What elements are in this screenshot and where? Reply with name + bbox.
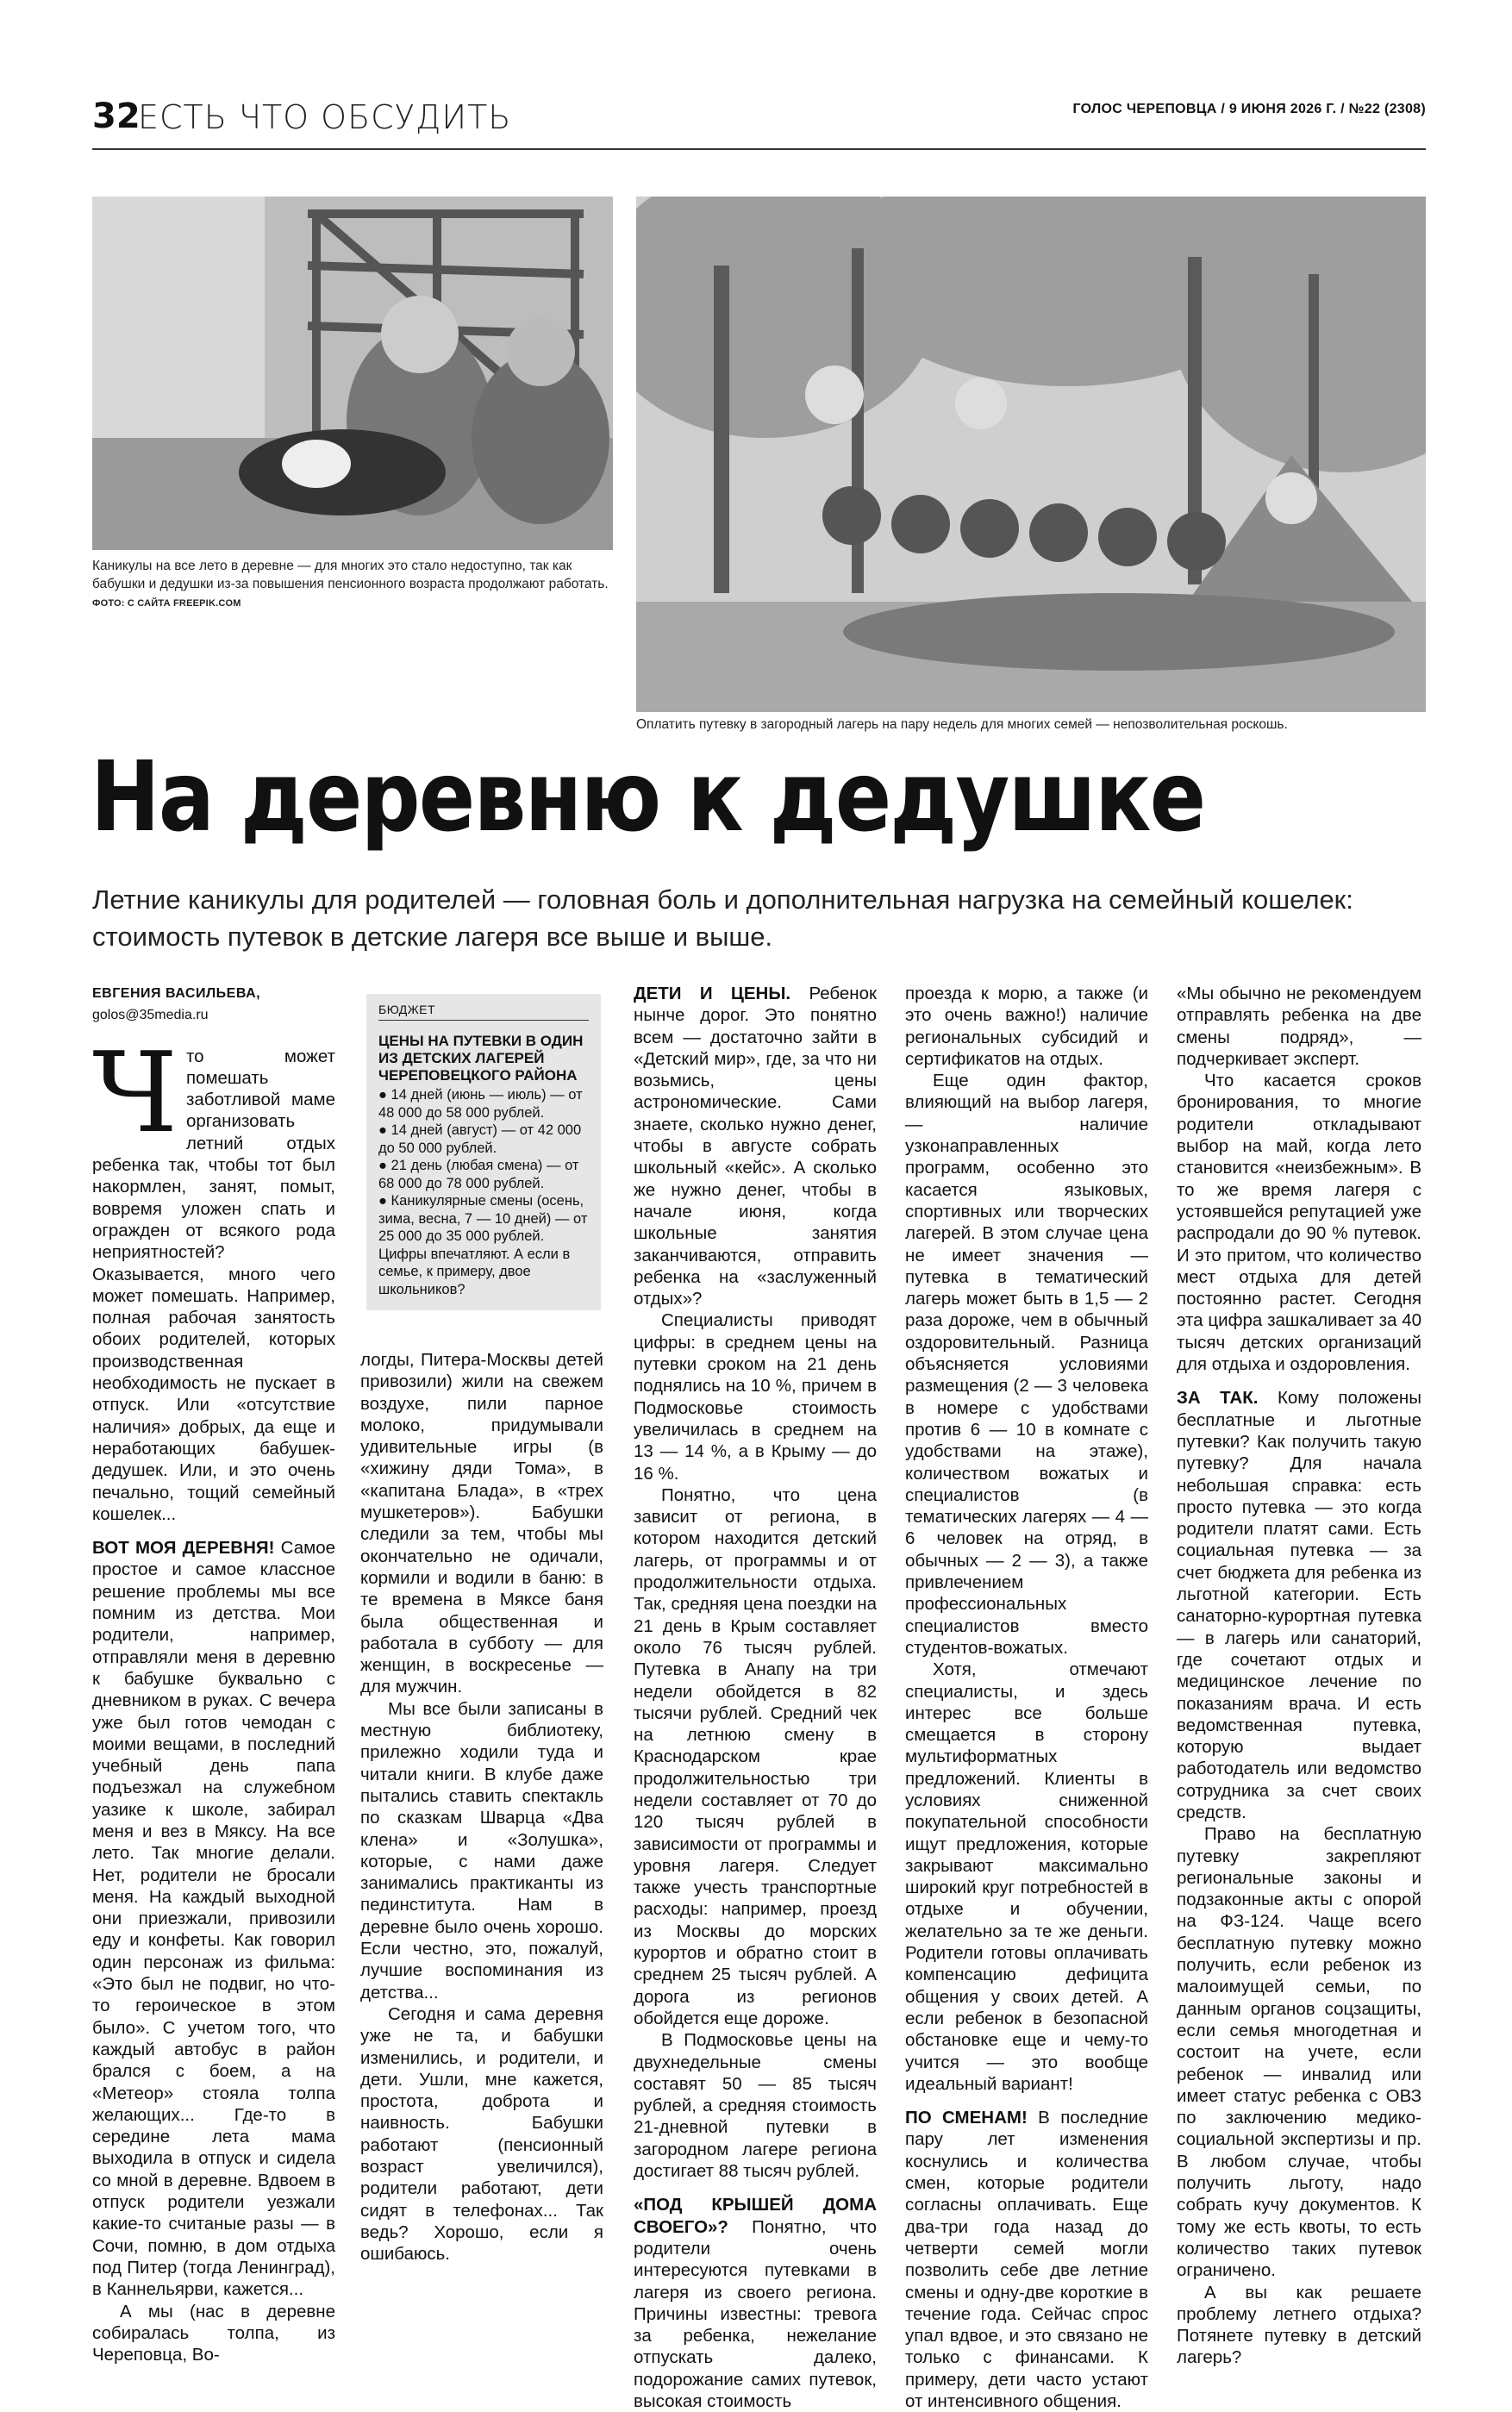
column-3 [634,983,877,2412]
col3-paragraph-4: В Подмосковье цены на двухнедельные смены составят 50 — 85 тысяч рублей, а средняя стоимость 21-дневной путевки в загородном лагере региона достигает 88 тысяч рублей. [634,2030,877,2182]
page-number: 32 [92,97,141,136]
photo-children-at-camp [636,197,1426,712]
subheading-za-tak: ЗА ТАК. [1177,1388,1259,1409]
col5-paragraph-1: «Мы обычно не рекомендуем отправлять ребенка на две смены подряд», — подчеркивает эксперт. [1177,984,1421,1069]
photo-children-with-dog [92,197,613,550]
header-rule [92,148,1426,150]
col2-paragraph-1: логды, Питера-Москвы детей привозили) жили на свежем воздухе, пили парное молоко, придумывали удивительные игры (в «хижину дяди Тома», в «капитана Блада», в «трех мушкетеров»). Бабушки следили за тем, чтобы мы окончательно не одичали, кормили и водили в баню: в те времена в Мяксе баня была общественная и работала в субботу — для женщин, в воскресенье — для мужчин. [360,1350,603,1697]
col1-paragraph-2: Самое простое и самое классное решение проблемы мы все помним из детства. Мои родители, например, отправляли меня в деревню к бабушке буквально с дневником в руках. С вечера уже был готов чемодан с моими вещами, в последний учебный день папа подъезжал на служебном уазике к школе, забирал меня и вез в Мяксу. На все лето. Так многие делали. Нет, родители не бросали меня. На каждый выходной они приезжали, привозили еду и конфеты. Как говорил один персонаж из фильма: «Это был не подвиг, но что-то героическое в этом было». С учетом того, что каждый автобус в район брался с боем, а на «Метеор» стояла толпа желающих... Где-то в середине лета мама выходила в отпуск и сидела со мной в деревне. Вдвоем в отпуск родители уезжали какие-то считаные разы — в Сочи, помню, в дом отдыха под Питер (тогда Ленинград), в Каннельярви, кажется... [92,1538,336,2300]
budget-sidebar [366,994,601,1310]
sidebar-item: ● 21 день (любая смена) — от 68 000 до 78 000 рублей. [378,1158,579,1191]
col1-paragraph-1: то может помешать заботливой маме организовать летний отдых ребенка так, чтобы тот был накормлен, занят, помыт, вовремя уложен спать и огражден от всякого рода неприятностей? Оказывается, много чего может помешать. Например, полная рабочая занятость обоих родителей, которых производственная необходимость не пускает в отпуск. Или «отсутствие наличия» добрых, да еще и неработающих бабушек-дедушек. Или, и это очень печально, тощий семейный кошелек... [92,1046,335,1524]
sidebar-item: ● 14 дней (август) — от 42 000 до 50 000 рублей. [378,1122,582,1156]
author-email: golos@35media.ru [92,1008,209,1023]
drop-cap: Ч [92,1028,178,1158]
headline: На деревню к дедушке [91,741,1205,853]
author-name: ЕВГЕНИЯ ВАСИЛЬЕВА, [92,986,261,1001]
photo-children-with-dog-image [92,197,613,550]
col2-paragraph-3: Сегодня и сама деревня уже не та, и бабушки изменились, и родители, и дети. Ушли, мне кажется, простота, доброта и наивность. Бабушки работают (пенсионный возраст увеличился), родители работают, дети сидят в телефонах... Так ведь? Хорошо, если я ошибаюсь. [360,2003,603,2265]
column-5 [1177,983,1421,2369]
col5-paragraph-4: Право на бесплатную путевку закрепляют региональные законы и подзаконные акты с опорой на ФЗ-124. Чаще всего бесплатную путевку можно получить, если ребенок из малоимущей семьи, по данным органов соцзащиты, если семья многодетная и состоит на учете, если ребенок — инвалид или имеет статус ребенка с ОВЗ по заключению медико-социальной экспертизы и пр. В любом случае, чтобы получить льготу, надо собрать кучу документов. К тому же есть квоты, то есть количество таких путевок ограничено. [1177,1824,1421,2281]
column-2 [360,1349,603,2265]
column-1 [92,983,335,2365]
subheading-po-smenam: ПО СМЕНАМ! [905,2108,1028,2128]
sidebar-title: ЦЕНЫ НА ПУТЕВКИ В ОДИН ИЗ ДЕТСКИХ ЛАГЕРЕЙ ЧЕРЕПОВЕЦКОГО РАЙОНА [378,1033,584,1084]
photo-right-caption: Оплатить путевку в загородный лагерь на пару недель для многих семей — непозволительная роскошь. [636,717,1288,732]
col3-paragraph-1: Ребенок нынче дорог. Это понятно всем — достаточно зайти в «Детский мир», где, за что ни возьмись, цены астрономические. Сами знаете, сколько нужно денег, чтобы в августе собрать школьный «кейс». А сколько же нужно денег, чтобы в начале июня, когда школьные занятия заканчиваются, отправить ребенка на «заслуженный отдых»? [634,984,877,1309]
subheading-pod-kryshey: «ПОД КРЫШЕЙ ДОМА СВОЕГО»? [634,2195,877,2237]
col3-paragraph-2: Специалисты приводят цифры: в среднем цены на путевки сроком на 21 день поднялись на 10 %, причем в Подмосковье стоимость увеличилась в среднем на 13 — 14 %, а в Крыму — до 16 %. [634,1310,877,1484]
col3-paragraph-3: Понятно, что цена зависит от региона, в котором находится детский лагерь, от программы и от продолжительности отдыха. Так, средняя цена поездки на 21 день в Крым составляет около 76 тысяч рублей. Путевка в Анапу на три недели обойдется в 82 тысячи рублей. Средний чек на летнюю смену в Краснодарском крае продолжительностью три недели составляет от 70 до 120 тысяч рублей в зависимости от программы и уровня лагеря. Следует также учесть транспортные расходы: например, проезд из Москвы до морских курортов и обратно стоит в среднем 25 тысяч рублей. А дорога из регионов обойдется еще дороже. [634,1484,877,2028]
col5-paragraph-5: А вы как решаете проблему летнего отдыха? Потянете путевку в детский лагерь? [1177,2282,1421,2368]
photo-left-caption [92,557,613,613]
photo-left-caption-text: Каникулы на все лето в деревне — для многих это стало недоступно, так как бабушки и дедушки из-за повышения пенсионного возраста продолжают работать. [92,559,609,591]
photo-credit: ФОТО: С САЙТА FREEPIK.COM [92,598,241,609]
lead-paragraph: Летние каникулы для родителей — головная боль и дополнительная нагрузка на семейный кошелек: стоимость путевок в детские лагеря все выше и выше. [92,884,1353,952]
subheading-deti-i-tseny: ДЕТИ И ЦЕНЫ. [634,984,791,1003]
col3-paragraph-5: Понятно, что родители очень интересуются путевками в лагеря из своего региона. Причины известны: тревога за ребенка, нежелание отпускать далеко, подорожание самих путевок, высокая стоимость [634,2216,877,2411]
sidebar-tag: БЮДЖЕТ [378,1003,589,1021]
col4-paragraph-2: Еще один фактор, влияющий на выбор лагеря, — наличие узконаправленных программ, особенно это касается языковых, спортивных или творческих лагерей. В этом случае цена не имеет значения — путевка в тематический лагерь может быть в 1,5 — 2 раза дороже, чем в обычный оздоровительный. Разница объясняется условиями размещения (2 — 3 человека в номере с удобствами против 6 — 10 в комнате с удобствами на этаже), количеством вожатых и специалистов (в тематических лагерях — 4 — 6 человек на отряд, в обычных — 2 — 3), а также привлечением профессиональных специалистов вместо студентов-вожатых. [905,1071,1148,1658]
sidebar-item: ● Каникулярные смены (осень, зима, весна, 7 — 10 дней) — от 25 000 до 35 000 рублей. [378,1193,588,1244]
col1-paragraph-3: А мы (нас в деревне собиралась толпа, из Череповца, Во- [92,2301,335,2365]
col4-paragraph-3: Хотя, отмечают специалисты, и здесь интерес все больше смещается в сторону мультиформатных предложений. Клиенты в условиях сниженной покупательной способности ищут предложения, которые закрывают максимально широкий круг потребностей в отдыхе и обучении, желательно за те же деньги. Родители готовы оплачивать компенсацию дефицита общения у своих детей. А если ребенок в безопасной обстановке еще и чему-то учится — это вообще идеальный вариант! [905,1659,1148,2094]
col2-paragraph-2: Мы все были записаны в местную библиотеку, прилежно ходили туда и читали книги. В клубе даже пытались ставить спектакль по сказкам Шварца «Два клена» и «Золушка», которые, с нами даже занимались практиканты из пединститута. Нам в деревне было очень хорошо. Если честно, это, пожалуй, лучшие воспоминания из детства... [360,1698,603,2003]
masthead: ГОЛОС ЧЕРЕПОВЦА / 9 ИЮНЯ 2026 Г. / №22 (2308) [1072,102,1426,116]
col4-paragraph-1: проезда к морю, а также (и это очень важно!) наличие региональных субсидий и сертификатов на отдых. [905,984,1148,1069]
column-4 [905,983,1148,2412]
col5-paragraph-3: Кому положены бесплатные и льготные путевки? Как получить такую путевку? Для начала небольшая справка: есть просто путевка — это когда родители платят сами. Есть социальная путевка — за счет бюджета для ребенка из льготной категории. Есть санаторно-курортная путевка — в лагерь или санаторий, где сочетают отдых и медицинское лечение по показаниям врача. И есть ведомственная путевка, которую выдает работодатель или ведомство сотрудника за счет своих средств. [1177,1388,1421,1822]
col5-paragraph-2: Что касается сроков бронирования, то многие родители откладывают выбор на май, когда лето становится «неизбежным». В то же время лагеря с устоявшейся репутацией уже распродали до 90 % путевок. И это притом, что количество мест отдыха для детей постоянно растет. Сегодня эта цифра зашкаливает за 40 тысяч детских организаций для отдыха и оздоровления. [1177,1071,1421,1375]
section-title: ЕСТЬ ЧТО ОБСУДИТЬ [138,98,512,136]
photo-children-at-camp-image [636,197,1426,712]
sidebar-note: Цифры впечатляют. А если в семье, к примеру, двое школьников? [378,1246,571,1297]
sidebar-item: ● 14 дней (июнь — июль) — от 48 000 до 58 000 рублей. [378,1087,583,1121]
subheading-vot-moya-derevnya: ВОТ МОЯ ДЕРЕВНЯ! [92,1538,275,1559]
col4-paragraph-4: В последние пару лет изменения коснулись и количества смен, которые родители согласны оплачивать. Еще два-три года назад до четверти семей могли позволить себе две летние смены и одну-две короткие в течение года. Сейчас спрос упал вдвое, и это связано не только с финансами. К примеру, дети часто устают от интенсивного общения. [905,2108,1148,2411]
